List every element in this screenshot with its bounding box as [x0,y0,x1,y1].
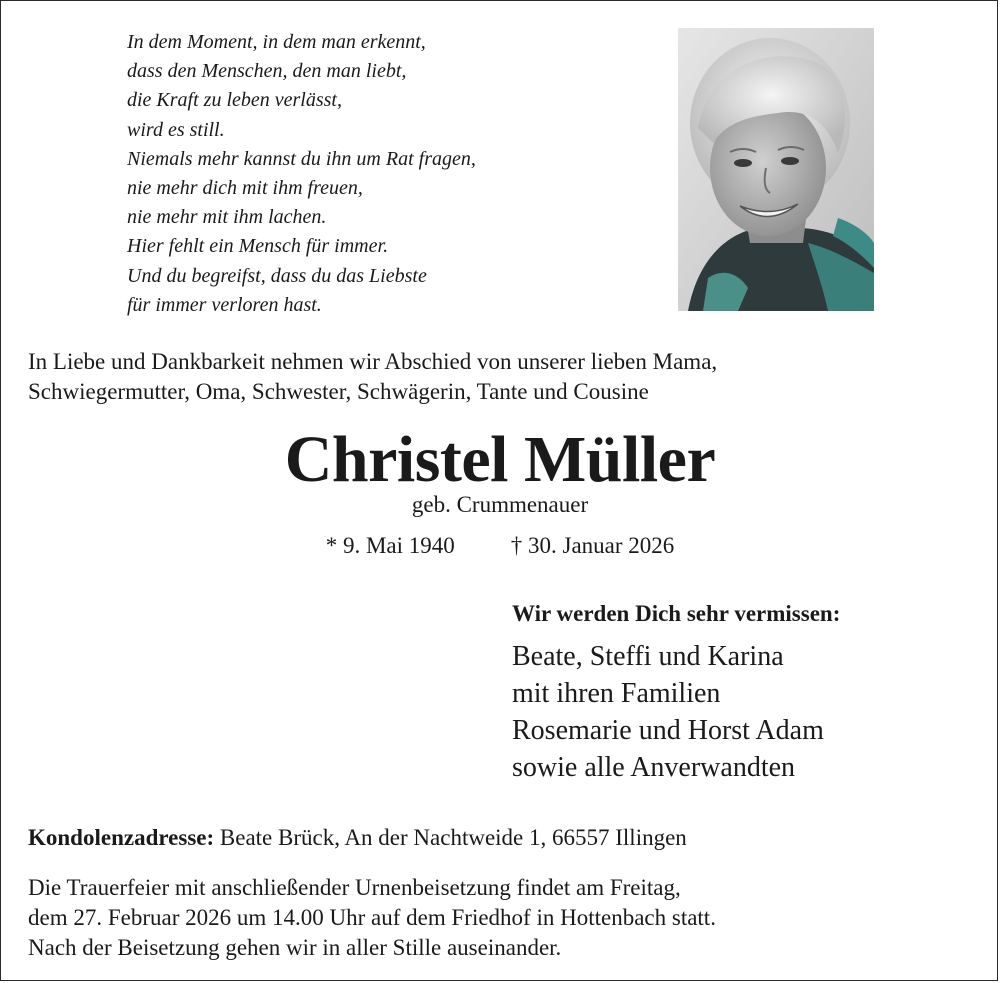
poem-line: Und du begreifst, dass du das Liebste [127,264,427,287]
poem-line: nie mehr dich mit ihm freuen, [127,177,363,200]
life-dates [0,531,1000,561]
poem-line: nie mehr mit ihm lachen. [127,206,327,229]
poem-line: die Kraft zu leben verlässt, [127,89,342,112]
mourners-heading: Wir werden Dich sehr vermissen: [512,601,841,626]
poem-line: wird es still. [127,118,225,141]
intro-line: Schwiegermutter, Oma, Schwester, Schwägerin, Tante und Cousine [28,379,649,404]
poem-line: Hier fehlt ein Mensch für immer. [127,235,389,258]
poem-line: dass den Menschen, den man liebt, [127,60,407,83]
intro-line: In Liebe und Dankbarkeit nehmen wir Abschied von unserer lieben Mama, [28,349,718,374]
ceremony-info [28,873,716,963]
portrait-photo [678,28,874,311]
poem-line: für immer verloren hast. [127,293,322,316]
mourner-line: mit ihren Familien [512,678,721,709]
birth-name: geb. Crummenauer [411,492,589,517]
ceremony-line: Nach der Beisetzung gehen wir in aller Stille auseinander. [28,935,562,960]
mourner-line: Beate, Steffi und Karina [512,641,784,672]
intro-text [28,347,717,407]
deceased-name: Christel Müller [284,423,716,496]
poem-line: Niemals mehr kannst du ihn um Rat fragen, [127,147,476,170]
portrait-illustration [678,28,874,311]
condolence-label: Kondolenzadresse: [28,825,215,850]
ceremony-line: dem 27. Februar 2026 um 14.00 Uhr auf dem Friedhof in Hottenbach statt. [28,905,716,930]
death-date: † 30. Januar 2026 [510,533,675,558]
poem [127,28,476,320]
birth-date: * 9. Mai 1940 [325,533,455,558]
ceremony-line: Die Trauerfeier mit anschließender Urnenbeisetzung findet am Freitag, [28,875,681,900]
condolence-address-text: Beate Brück, An der Nachtweide 1, 66557 Illingen [214,825,687,850]
condolence-address [28,823,687,853]
mourners-block [512,598,840,786]
mourner-line: sowie alle Anverwandten [512,752,796,783]
poem-line: In dem Moment, in dem man erkennt, [127,31,426,53]
mourner-line: Rosemarie und Horst Adam [512,715,824,746]
